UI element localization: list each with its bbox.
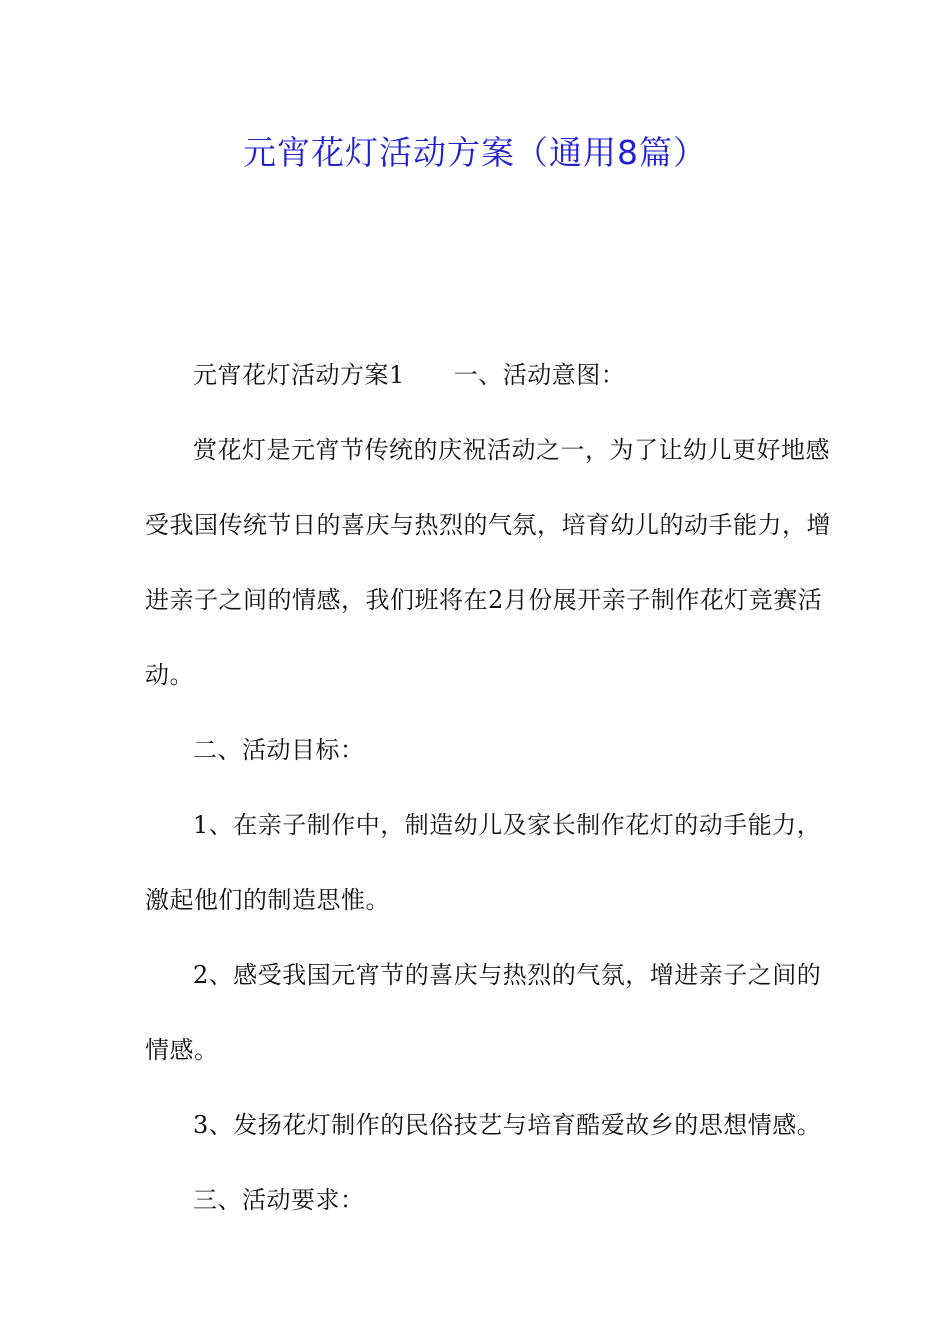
- paragraph-intent: 赏花灯是元宵节传统的庆祝活动之一，为了让幼儿更好地感受我国传统节日的喜庆与热烈的气氛，培育幼儿的动手能力，增进亲子之间的情感，我们班将在2月份展开亲子制作花灯竞赛活动。: [145, 436, 831, 689]
- paragraph-goal-3: 3、发扬花灯制作的民俗技艺与培育酷爱故乡的思想情感。: [193, 1111, 822, 1139]
- paragraph-requirements-heading: 三、活动要求：: [193, 1186, 365, 1214]
- paragraph-plan-heading: 元宵花灯活动方案1 一、活动意图：: [193, 361, 626, 389]
- paragraph-goal-2: 2、感受我国元宵节的喜庆与热烈的气氛，增进亲子之间的情感。: [145, 961, 822, 1064]
- document-body: [145, 338, 835, 1238]
- paragraph-goals-heading: 二、活动目标：: [193, 736, 365, 764]
- paragraph-goal-1: 1、在亲子制作中，制造幼儿及家长制作花灯的动手能力，激起他们的制造思惟。: [145, 811, 822, 914]
- document-title: 元宵花灯活动方案（通用8篇）: [243, 133, 707, 172]
